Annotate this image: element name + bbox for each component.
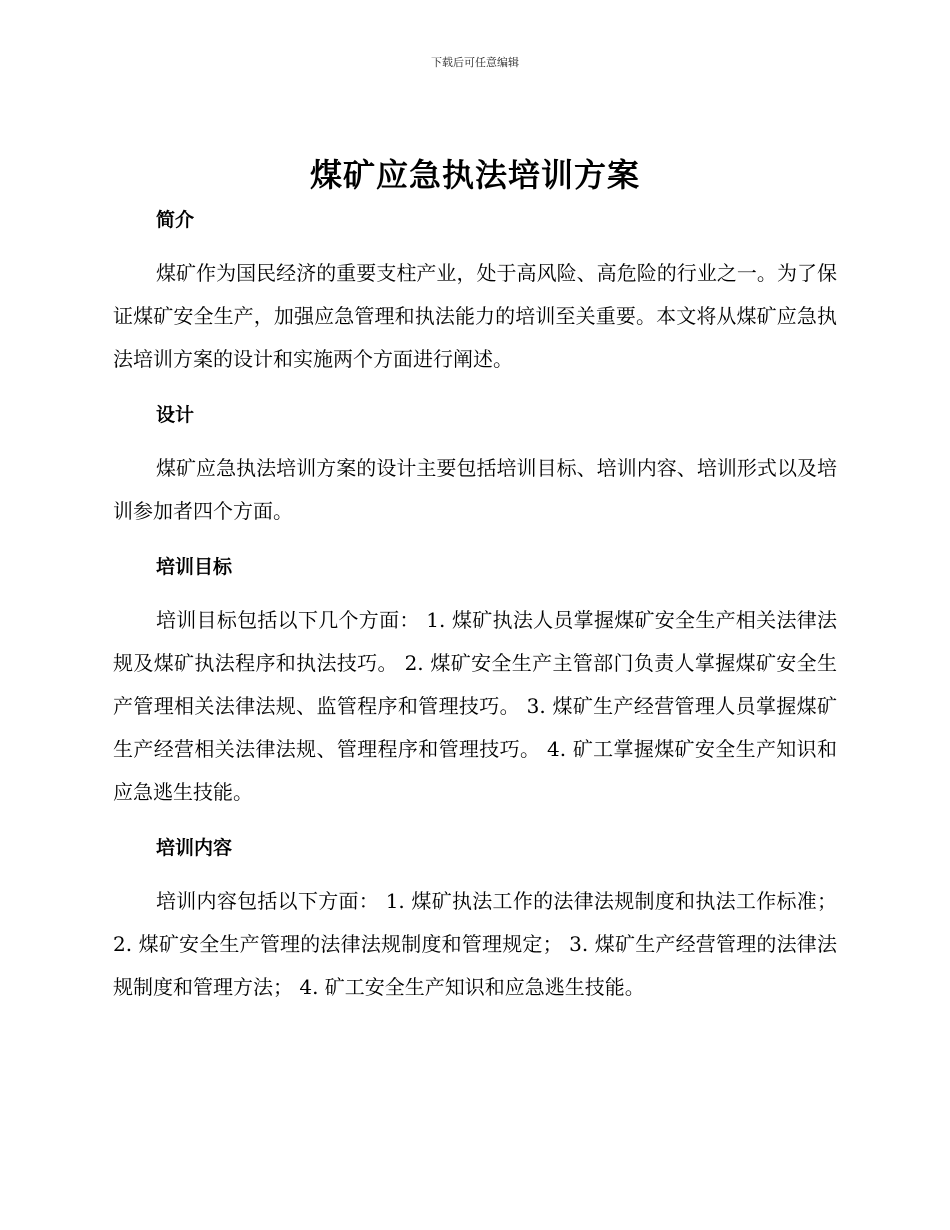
section-heading: 设计 — [156, 404, 195, 426]
section-paragraph: 培训内容包括以下方面： 1. 煤矿执法工作的法律法规制度和执法工作标准； 2. 煤矿安全生产管理的法律法规制度和管理规定； 3. 煤矿生产经营管理的法律法规制度和管理方法； 4. 矿工安全生产知识和应急逃生技能。 — [113, 889, 837, 999]
section-paragraph: 煤矿应急执法培训方案的设计主要包括培训目标、培训内容、培训形式以及培训参加者四个方面。 — [113, 456, 837, 523]
section-paragraph: 煤矿作为国民经济的重要支柱产业，处于高风险、高危险的行业之一。为了保证煤矿安全生产，加强应急管理和执法能力的培训至关重要。本文将从煤矿应急执法培训方案的设计和实施两个方面进行阐述。 — [113, 261, 837, 371]
section-design — [113, 395, 837, 533]
section-training-content — [113, 828, 837, 1009]
page-header-note: 下载后可任意编辑 — [431, 56, 519, 69]
section-paragraph: 培训目标包括以下几个方面： 1. 煤矿执法人员掌握煤矿安全生产相关法律法规及煤矿执法程序和执法技巧。 2. 煤矿安全生产主管部门负责人掌握煤矿安全生产管理相关法律法规、监管程序和管理技巧。 3. 煤矿生产经营管理人员掌握煤矿生产经营相关法律法规、管理程序和管理技巧。 4. 矿工掌握煤矿安全生产知识和应急逃生技能。 — [113, 608, 837, 804]
section-training-goals — [113, 547, 837, 814]
document-body — [113, 200, 837, 1009]
section-heading: 培训目标 — [156, 556, 233, 578]
document-title: 煤矿应急执法培训方案 — [309, 156, 640, 194]
section-heading: 培训内容 — [156, 837, 233, 859]
section-heading: 简介 — [156, 209, 195, 231]
section-intro — [113, 200, 837, 381]
